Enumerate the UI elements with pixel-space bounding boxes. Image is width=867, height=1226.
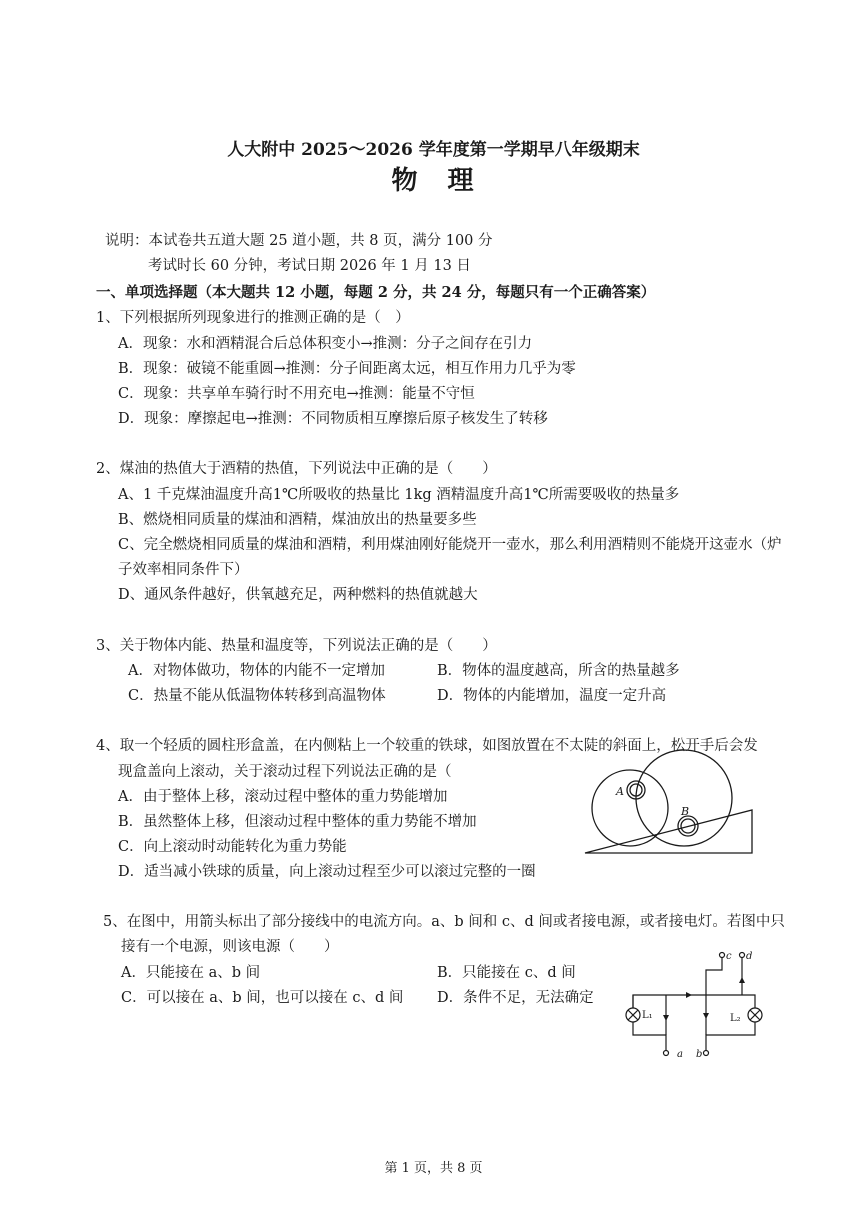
q5-circuit-figure — [620, 945, 770, 1067]
subject-title: 物 理 — [391, 166, 476, 196]
q3-option-a: A．对物体做功，物体的内能不一定增加 — [128, 663, 385, 679]
q5-stem-line2: 接有一个电源，则该电源（ ） — [121, 939, 339, 955]
q4-stem-line2: 现盒盖向上滚动，关于滚动过程下列说法正确的是（ — [118, 764, 452, 780]
q4-slope-figure — [580, 760, 760, 860]
instructions-line-2: 考试时长 60 分钟，考试日期 2026 年 1 月 13 日 — [148, 258, 471, 274]
fig-label-c: c — [726, 951, 732, 962]
current-arrow — [686, 992, 692, 998]
fig-label-b: B — [681, 805, 690, 818]
fig-label-l1: L₁ — [642, 1010, 653, 1021]
q2-option-b: B、燃烧相同质量的煤油和酒精，煤油放出的热量要多些 — [118, 512, 477, 528]
fig-label-a: A — [616, 785, 624, 798]
q2-option-c-line1: C、完全燃烧相同质量的煤油和酒精，利用煤油刚好能烧开一壶水，那么利用酒精则不能烧开这壶水（炉 — [118, 537, 782, 553]
fig-label-d: d — [746, 951, 753, 962]
q5-option-b: B．只能接在 c、d 间 — [437, 965, 576, 981]
fig-label-a: a — [677, 1049, 683, 1060]
instructions-line-1: 说明：本试卷共五道大题 25 道小题，共 8 页，满分 100 分 — [105, 233, 493, 249]
q2-stem: 2、煤油的热值大于酒精的热值，下列说法中正确的是（ ） — [96, 461, 497, 477]
q2-option-a: A、1 千克煤油温度升高1℃所吸收的热量比 1kg 酒精温度升高1℃所需要吸收的热量多 — [118, 487, 680, 503]
q1-stem: 1、下列根据所列现象进行的推测正确的是（ ） — [96, 310, 410, 326]
q1-option-b: B．现象：破镜不能重圆→推测：分子间距离太远，相互作用力几乎为零 — [118, 361, 576, 377]
exam-title: 人大附中 2025～2026 学年度第一学期早八年级期末 — [227, 140, 640, 160]
slope — [585, 810, 752, 853]
q3-stem: 3、关于物体内能、热量和温度等，下列说法正确的是（ ） — [96, 638, 497, 654]
fig-label-b: b — [696, 1049, 703, 1060]
q1-option-a: A．现象：水和酒精混合后总体积变小→推测：分子之间存在引力 — [118, 336, 533, 352]
q4-option-b: B．虽然整体上移，但滚动过程中整体的重力势能不增加 — [118, 814, 477, 830]
current-arrow — [663, 1015, 669, 1021]
q5-option-c: C．可以接在 a、b 间，也可以接在 c、d 间 — [121, 990, 404, 1006]
q4-stem-line1: 4、取一个轻质的圆柱形盒盖，在内侧粘上一个较重的铁球，如图放置在不太陡的斜面上，松开手后会发 — [96, 738, 758, 754]
q2-option-d: D、通风条件越好，供氧越充足，两种燃料的热值就越大 — [118, 587, 478, 603]
current-arrow — [703, 1013, 709, 1019]
q1-option-d: D．现象：摩擦起电→推测：不同物质相互摩擦后原子核发生了转移 — [118, 411, 548, 427]
q2-option-c-line2: 子效率相同条件下） — [118, 562, 249, 578]
q3-option-c: C．热量不能从低温物体转移到高温物体 — [128, 688, 386, 704]
q3-option-d: D．物体的内能增加，温度一定升高 — [437, 688, 667, 704]
current-arrow — [739, 977, 745, 983]
q1-option-c: C．现象：共享单车骑行时不用充电→推测：能量不守恒 — [118, 386, 475, 402]
q5-option-d: D．条件不足，无法确定 — [437, 990, 594, 1006]
fig-label-l2: L₂ — [730, 1013, 741, 1024]
lid-left — [592, 770, 668, 846]
q3-option-b: B．物体的温度越高，所含的热量越多 — [437, 663, 680, 679]
q5-option-a: A．只能接在 a、b 间 — [121, 965, 261, 981]
q4-option-a: A．由于整体上移，滚动过程中整体的重力势能增加 — [118, 789, 448, 805]
q4-option-d: D．适当减小铁球的质量，向上滚动过程至少可以滚过完整的一圈 — [118, 864, 536, 880]
q5-stem-line1: 5、在图中，用箭头标出了部分接线中的电流方向。a、b 间和 c、d 间或者接电源，或者接电灯。若图中只 — [103, 914, 785, 930]
q4-option-c: C．向上滚动时动能转化为重力势能 — [118, 839, 347, 855]
section-heading: 一、单项选择题（本大题共 12 小题，每题 2 分，共 24 分，每题只有一个正确答案） — [96, 284, 656, 301]
page-number: 第 1 页，共 8 页 — [384, 1161, 483, 1176]
